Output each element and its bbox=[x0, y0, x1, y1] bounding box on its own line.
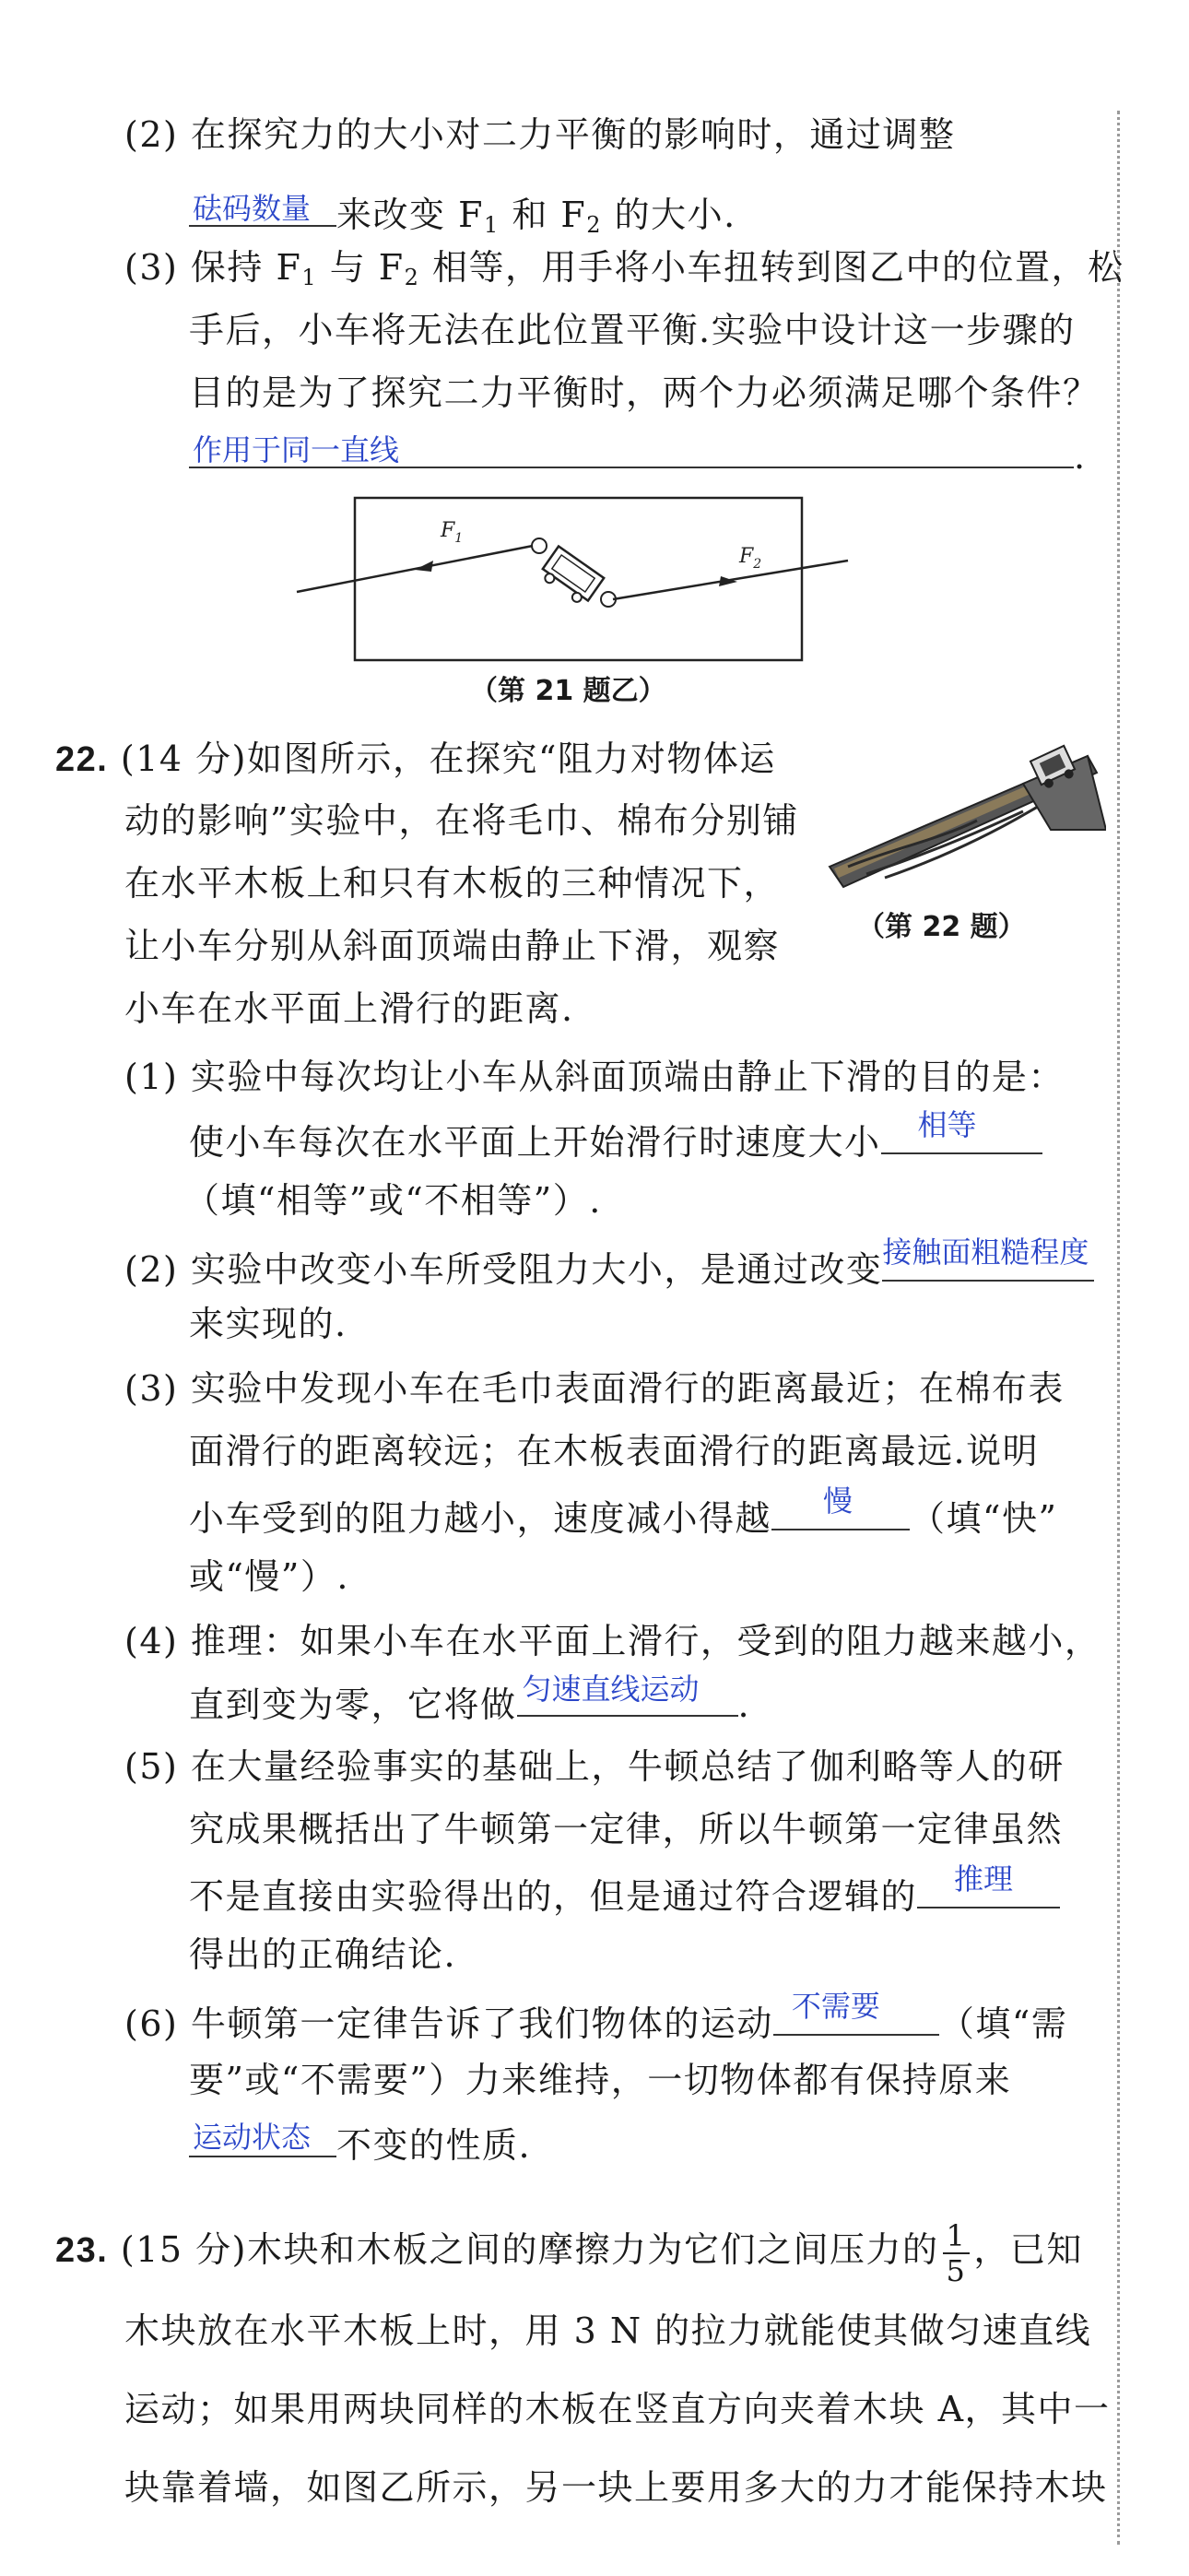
f2-label: $F_2$ bbox=[739, 545, 762, 572]
q22-p1-line3: （填“相等”或“不相等”）. bbox=[184, 1180, 602, 1221]
q22-intro-line1: 22. (14 分)如图所示，在探究“阻力对物体运 bbox=[55, 739, 776, 779]
q22-p6-answer1: 不需要 bbox=[791, 1989, 880, 2024]
q22-p6-line1: (6) 牛顿第一定律告诉了我们物体的运动 不需要 （填“需 bbox=[124, 1993, 1067, 2050]
pulley-left bbox=[532, 538, 547, 553]
q22-p3-line2: 面滑行的距离较远；在木板表面滑行的距离最远.说明 bbox=[189, 1431, 1040, 1471]
q21-p2-line1: (2) 在探究力的大小对二力平衡的影响时，通过调整 bbox=[124, 114, 956, 155]
cart bbox=[538, 547, 605, 608]
q23-line1: 23. (15 分)木块和木板之间的摩擦力为它们之间压力的 $\frac{1}{5}$ ，已知 bbox=[55, 2217, 1083, 2288]
q21-p2-line2: 砝码数量 来改变 $F_1$ 和 $F_2$ 的大小. bbox=[189, 184, 736, 251]
q22-p1-blank[interactable] bbox=[881, 1107, 1042, 1154]
q22-p6-line3: 运动状态 不变的性质. bbox=[189, 2115, 531, 2171]
q21-p3-blank[interactable] bbox=[189, 426, 1074, 468]
figure-22-caption: （第 22 题） bbox=[857, 911, 1026, 943]
q22-p3-line4: 或“慢”）. bbox=[189, 1556, 349, 1597]
q22-p2-answer: 接触面粗糙程度 bbox=[882, 1235, 1089, 1270]
f1-string bbox=[297, 546, 533, 592]
q21-p2-answer: 砝码数量 bbox=[193, 191, 312, 226]
q22-p3-line3: 小车受到的阻力越小，速度减小得越 慢 （填“快” bbox=[189, 1488, 1057, 1544]
q22-p2-blank[interactable] bbox=[882, 1235, 1094, 1282]
q22-p4-line1: (4) 推理：如果小车在水平面上滑行，受到的阻力越来越小， bbox=[124, 1621, 1101, 1661]
q22-intro-line4: 让小车分别从斜面顶端由静止下滑，观察 bbox=[124, 926, 781, 966]
q21-p3-line4: 作用于同一直线 . bbox=[189, 426, 1087, 482]
q23-line3: 运动；如果用两块同样的木板在竖直方向夹着木块 A，其中一 bbox=[124, 2389, 1111, 2429]
q22-p2-line1: (2) 实验中改变小车所受阻力大小，是通过改变 接触面粗糙程度 bbox=[124, 1239, 1094, 1295]
q21-p2-blank[interactable] bbox=[189, 184, 336, 227]
q22-p3-answer: 慢 bbox=[823, 1483, 853, 1518]
q22-p6-blank2[interactable] bbox=[189, 2115, 336, 2157]
q23-line4: 块靠着墙，如图乙所示，另一块上要用多大的力才能保持木块 bbox=[124, 2467, 1108, 2508]
q22-p2-line2: 来实现的. bbox=[189, 1304, 347, 1344]
q22-p1-line1: (1) 实验中每次均让小车从斜面顶端由静止下滑的目的是： bbox=[124, 1057, 1065, 1097]
q22-p4-line2: 直到变为零，它将做 匀速直线运动 . bbox=[189, 1674, 750, 1731]
q22-p5-line3: 不是直接由实验得出的，但是通过符合逻辑的 推理 bbox=[189, 1866, 1060, 1922]
q22-p4-answer: 匀速直线运动 bbox=[522, 1672, 700, 1707]
f2-arrow bbox=[719, 576, 737, 586]
q22-p6-line2: 要”或“不需要”）力来维持，一切物体都有保持原来 bbox=[189, 2060, 1012, 2100]
q22-p5-line1: (5) 在大量经验事实的基础上，牛顿总结了伽利略等人的研 bbox=[124, 1746, 1065, 1787]
q23-number: 23. bbox=[55, 2231, 109, 2270]
q22-p3-blank[interactable] bbox=[771, 1483, 910, 1530]
q21-p3-line3: 目的是为了探究二力平衡时，两个力必须满足哪个条件？ bbox=[189, 372, 1100, 413]
q22-p5-answer: 推理 bbox=[954, 1861, 1014, 1897]
figure-22-ramp bbox=[811, 728, 1106, 904]
f1-arrow bbox=[415, 561, 433, 572]
q22-p5-blank[interactable] bbox=[917, 1861, 1060, 1908]
q23-line2: 木块放在水平木板上时，用 3 N 的拉力就能使其做匀速直线 bbox=[124, 2310, 1092, 2351]
q22-intro-line3: 在水平木板上和只有木板的三种情况下， bbox=[124, 863, 781, 904]
q22-p1-answer: 相等 bbox=[917, 1107, 977, 1142]
q22-p4-blank[interactable] bbox=[517, 1674, 738, 1717]
q23-fraction: $\frac{1}{5}$ bbox=[943, 2221, 971, 2286]
q22-p5-line4: 得出的正确结论. bbox=[189, 1934, 457, 1975]
q22-p1-line2: 使小车每次在水平面上开始滑行时速度大小 相等 bbox=[189, 1112, 1042, 1168]
q22-intro-line2: 动的影响”实验中，在将毛巾、棉布分别铺 bbox=[124, 800, 799, 841]
figure-21-diagram bbox=[286, 489, 876, 673]
q22-number: 22. bbox=[55, 740, 109, 779]
q22-p3-line1: (3) 实验中发现小车在毛巾表面滑行的距离最近；在棉布表 bbox=[124, 1368, 1065, 1409]
f1-label: $F_1$ bbox=[441, 519, 464, 546]
figure-21-caption: （第 21 题乙） bbox=[470, 675, 666, 707]
q22-intro-line5: 小车在水平面上滑行的距离. bbox=[124, 988, 574, 1029]
q22-p6-answer2: 运动状态 bbox=[193, 2120, 312, 2155]
q21-p3-answer: 作用于同一直线 bbox=[193, 432, 400, 467]
q21-p3-line1: (3) 保持 $F_1$ 与 $F_2$ 相等，用手将小车扭转到图乙中的位置，松 bbox=[124, 247, 1124, 290]
q22-p6-blank1[interactable] bbox=[773, 1989, 939, 2036]
page-margin-dotted-line bbox=[1117, 111, 1120, 2545]
q21-p3-line2: 手后，小车将无法在此位置平衡.实验中设计这一步骤的 bbox=[189, 310, 1076, 350]
q22-p5-line2: 究成果概括出了牛顿第一定律，所以牛顿第一定律虽然 bbox=[189, 1809, 1064, 1849]
